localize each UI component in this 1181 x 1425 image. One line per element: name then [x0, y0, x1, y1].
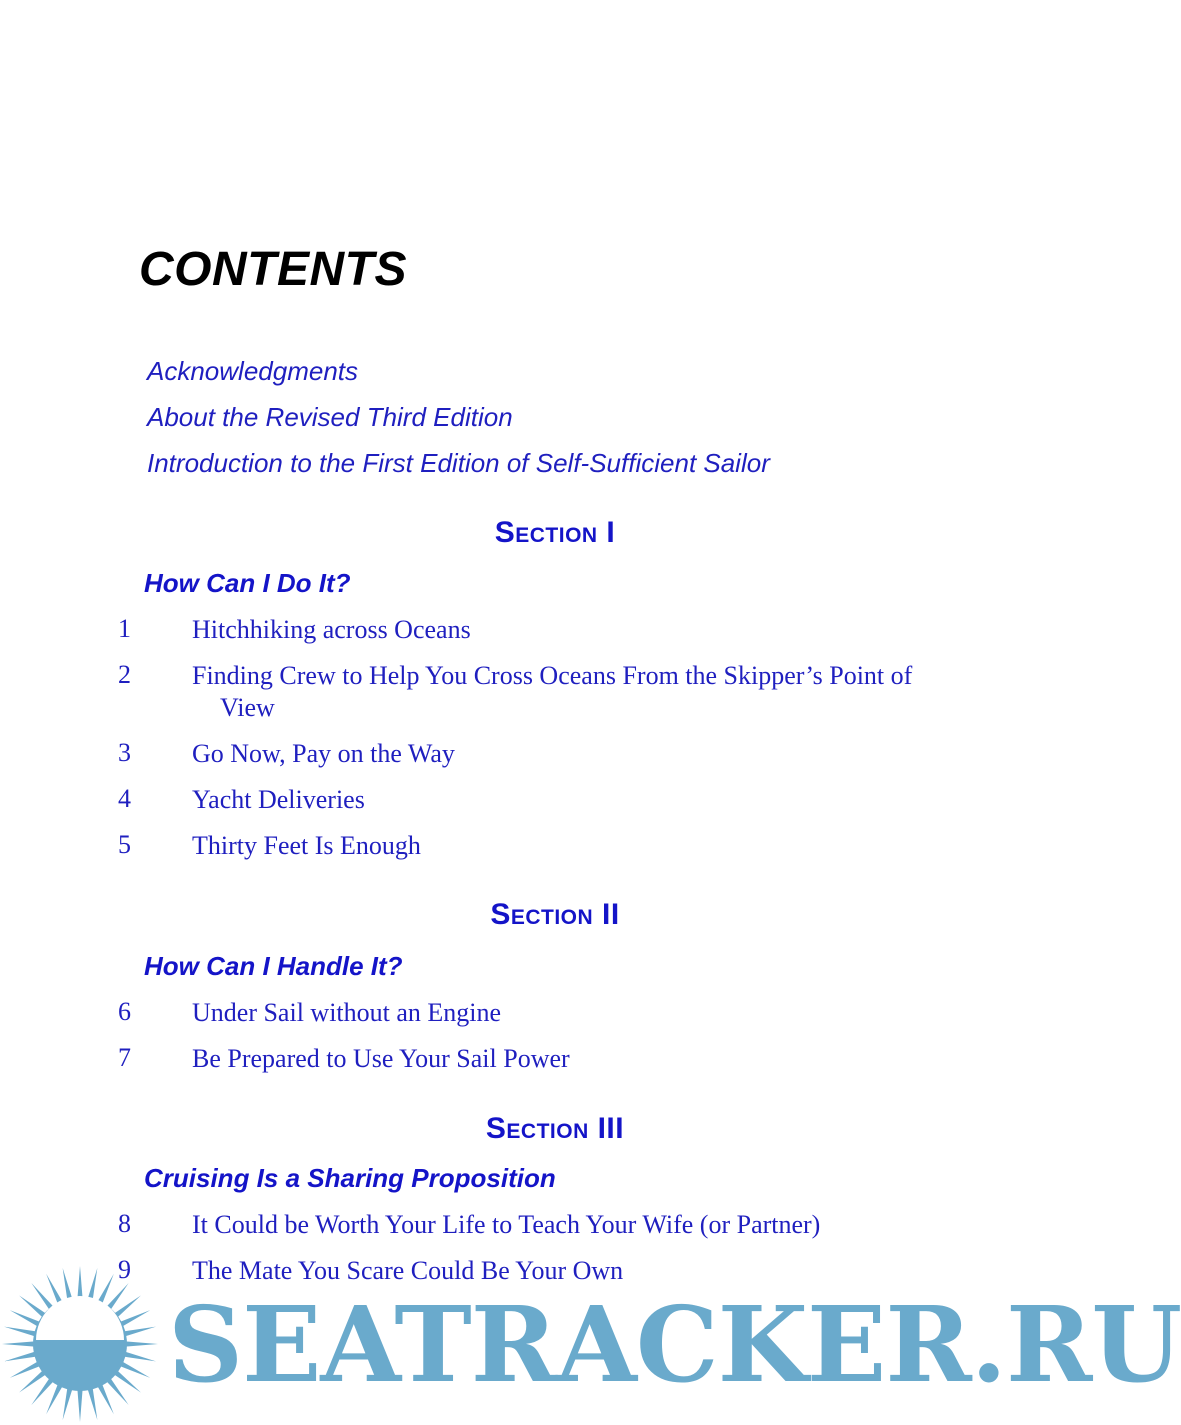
sun-ray [4, 1351, 38, 1361]
chapter-title[interactable]: Hitchhiking across Oceans [192, 615, 471, 644]
sun-ray [63, 1268, 73, 1302]
sun-ray [118, 1361, 150, 1378]
chapter-title[interactable]: It Could be Worth Your Life to Teach Your Wife (or Partner) [192, 1210, 821, 1239]
watermark-text: SEATRACKER.RU [168, 1283, 1181, 1406]
chapter-number: 9 [118, 1255, 131, 1284]
sun-ray [63, 1386, 73, 1420]
sun-ray [4, 1327, 38, 1337]
chapter-number: 1 [118, 614, 131, 643]
sun-ray [77, 1388, 82, 1422]
sun-ray [77, 1266, 82, 1300]
section-heading-1[interactable]: Section I [494, 516, 616, 549]
toc-link-acknowledgments[interactable]: Acknowledgments [147, 356, 358, 386]
sun-ray [118, 1310, 150, 1327]
chapter-number: 8 [118, 1209, 131, 1238]
chapter-title[interactable]: Under Sail without an Engine [192, 998, 502, 1027]
chapter-number: 6 [118, 997, 131, 1026]
sun-ray [122, 1327, 156, 1337]
chapter-title[interactable] [192, 660, 962, 724]
chapter-number: 4 [118, 784, 131, 813]
sun-ray [10, 1361, 42, 1378]
section-subtitle-1[interactable]: How Can I Do It? [144, 568, 351, 598]
section-subtitle-2[interactable]: How Can I Handle It? [144, 951, 403, 981]
sun-ray [2, 1341, 36, 1346]
sun-ray [87, 1386, 97, 1420]
sun-icon [0, 1264, 160, 1424]
section-heading-3[interactable]: Section III [485, 1112, 625, 1145]
chapter-number: 2 [118, 660, 131, 689]
sun-ray [122, 1351, 156, 1361]
toc-link-introduction[interactable]: Introduction to the First Edition of Self-Sufficient Sailor [147, 448, 770, 478]
chapter-title-line-1: Finding Crew to Help You Cross Oceans From the Skipper’s Point of [192, 661, 913, 690]
chapter-number: 5 [118, 830, 131, 859]
chapter-title[interactable]: Go Now, Pay on the Way [192, 739, 455, 768]
chapter-title[interactable]: Be Prepared to Use Your Sail Power [192, 1044, 570, 1073]
page-title: CONTENTS [139, 243, 407, 296]
sun-ray [46, 1382, 63, 1414]
chapter-title[interactable]: Thirty Feet Is Enough [192, 831, 421, 860]
sun-ray [124, 1341, 158, 1346]
section-subtitle-3[interactable]: Cruising Is a Sharing Proposition [144, 1163, 556, 1193]
toc-link-about-revised-edition[interactable]: About the Revised Third Edition [147, 402, 513, 432]
chapter-title-line-2: View [220, 693, 275, 722]
chapter-number: 3 [118, 738, 131, 767]
chapter-title[interactable]: Yacht Deliveries [192, 785, 365, 814]
sun-ray [10, 1310, 42, 1327]
chapter-title[interactable]: The Mate You Scare Could Be Your Own [192, 1256, 624, 1285]
sun-ray [97, 1382, 114, 1414]
sun-ray [87, 1268, 97, 1302]
section-heading-2[interactable]: Section II [490, 898, 620, 931]
chapter-number: 7 [118, 1043, 131, 1072]
